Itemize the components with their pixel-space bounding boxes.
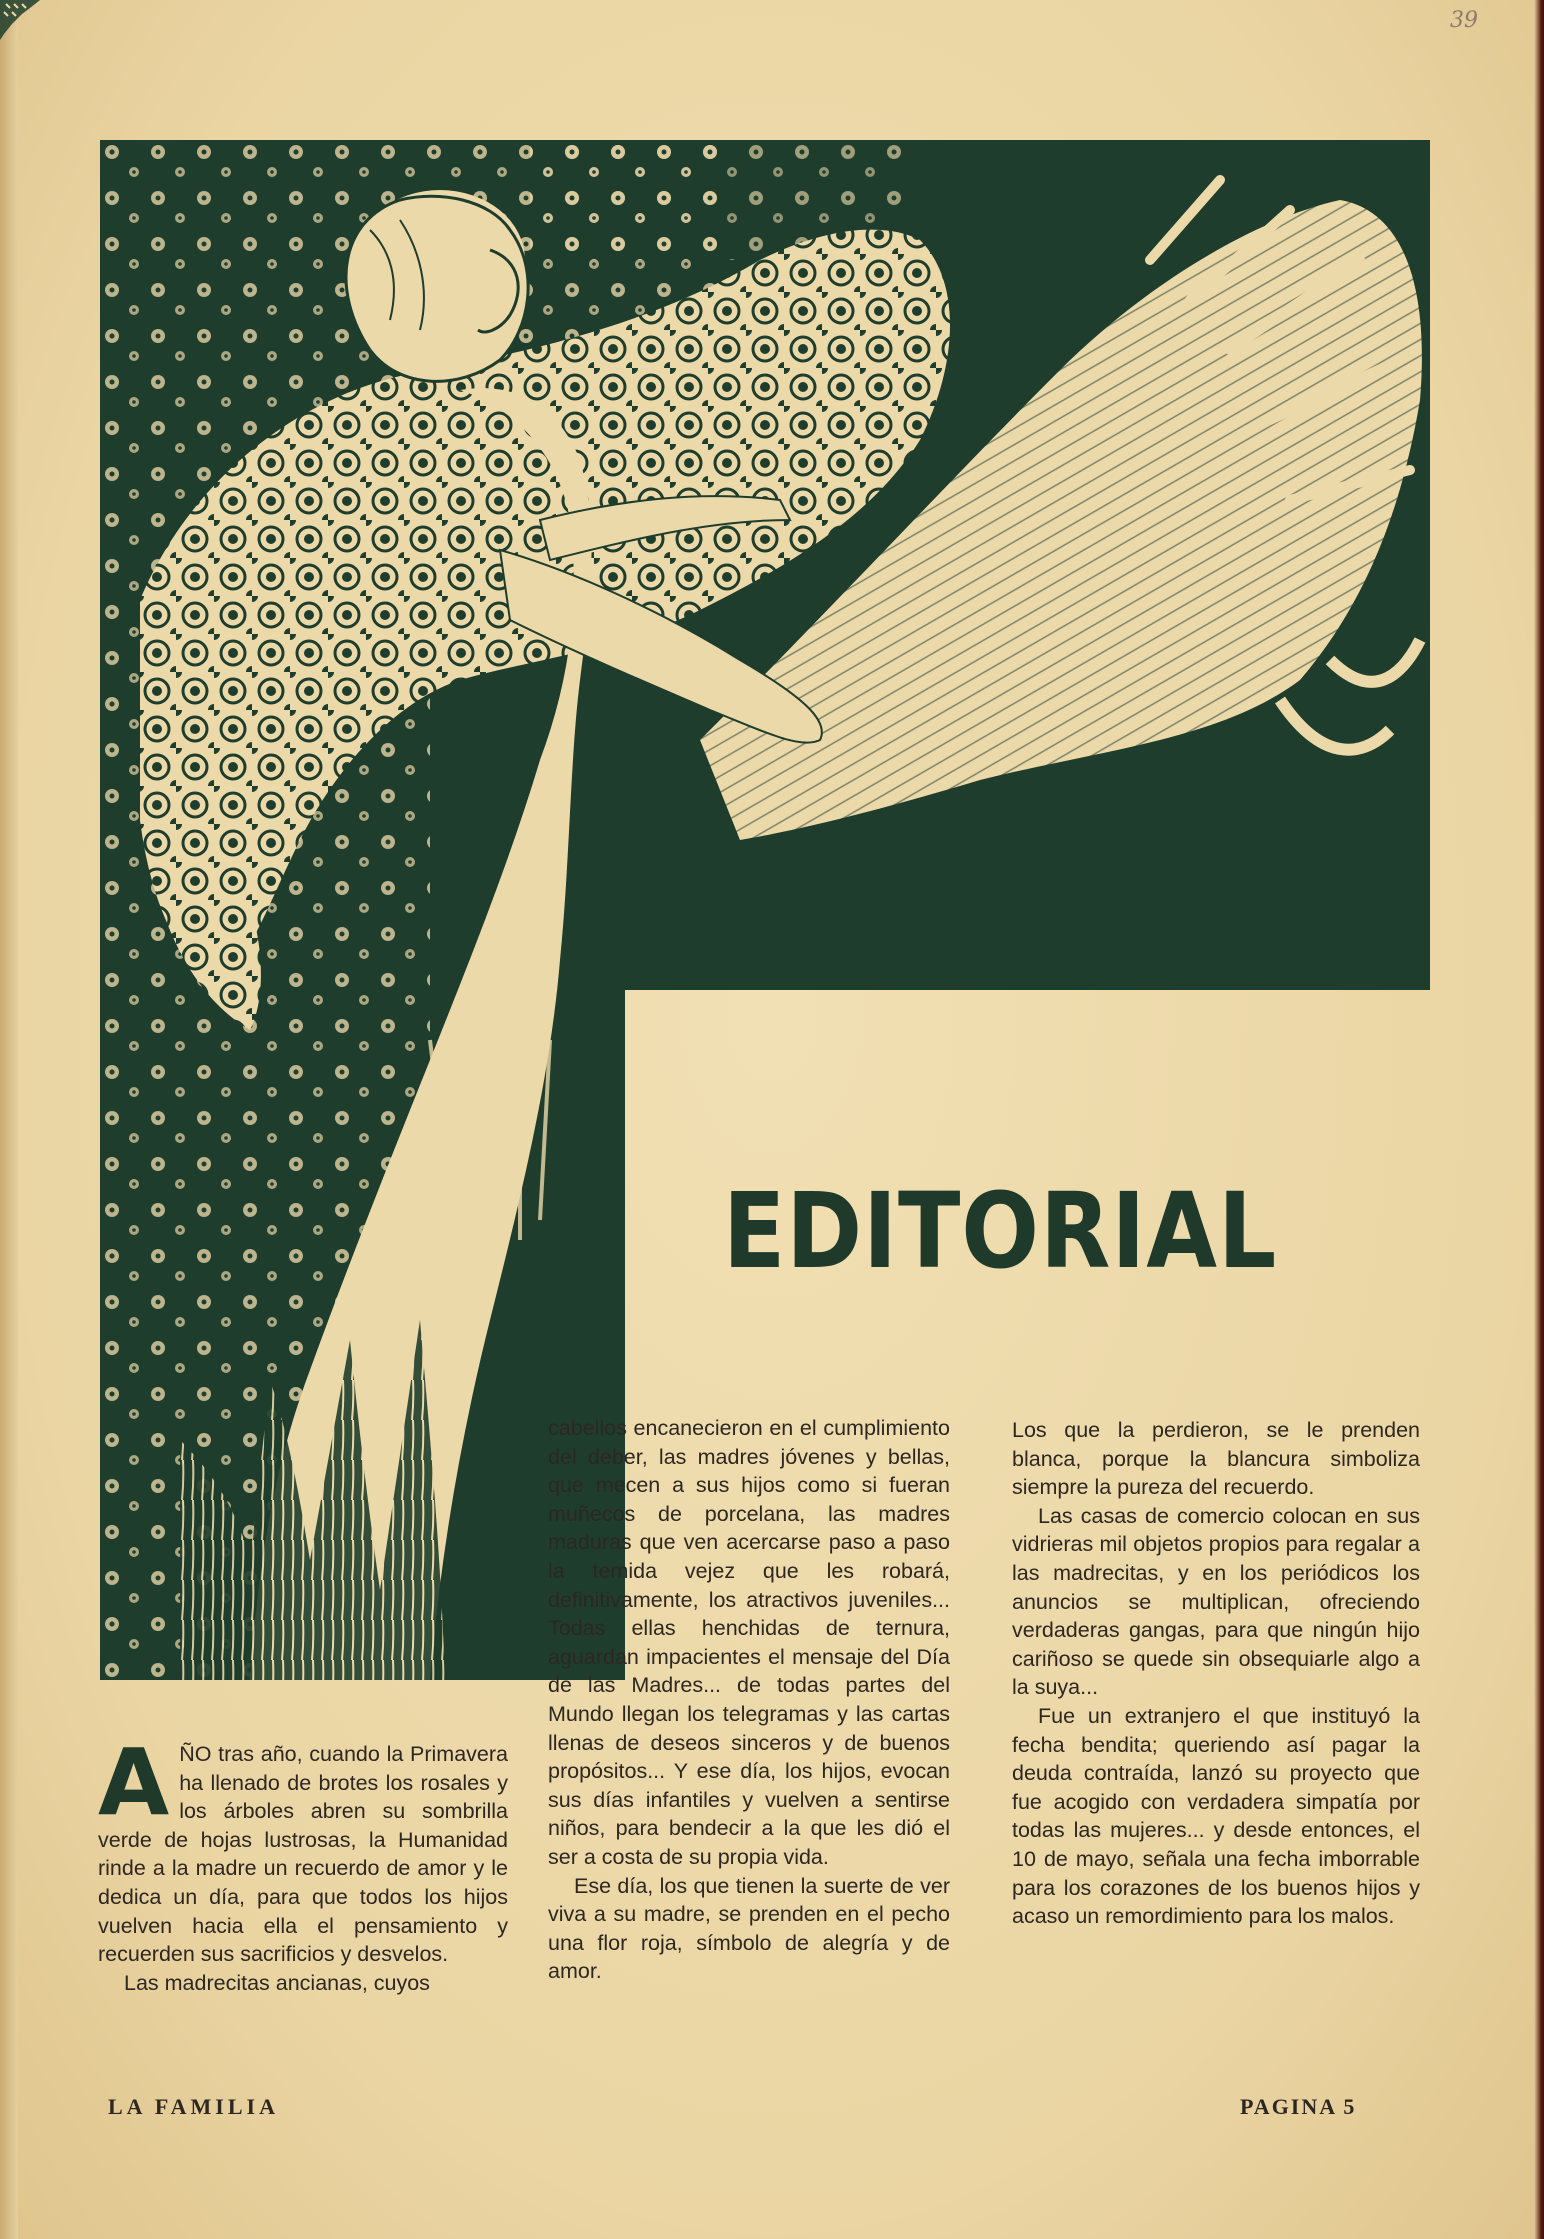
article-paragraph: Las casas de comercio colocan en sus vidrieras mil objetos propios para regalar a las madrecitas, y en los periódicos los anuncios se multiplican, ofreciendo verdaderas gangas, para que ningún hijo cariñoso se quede sin obsequiarle algo a la suya... [1012,1503,1420,1700]
page-title: EDITORIAL [722,1170,1278,1292]
article-column-1 [98,1729,508,1997]
page-left-edge [0,0,18,2239]
article-paragraph: Las madrecitas ancianas, cuyos [124,1970,430,1995]
drop-cap: A [98,1729,170,1836]
article-paragraph: Los que la perdieron, se le prenden blanca, porque la blancura simboliza siempre la pureza del recuerdo. [1012,1418,1420,1500]
corner-pattern-icon [0,0,60,50]
article-paragraph: Fue un extranjero el que instituyó la fecha bendita; queriendo así pagar la deuda contraída, lanzó su proyecto que fue acogido con verdadera simpatía por todas las mujeres... y desde entonces, el 10 de mayo, señala una fecha imborrable para los corazones de los buenos hijos y acaso un remordimiento para los malos. [1012,1703,1420,1929]
article-paragraph: cabellos encanecieron en el cumplimiento del deber, las madres jóvenes y bellas, que mecen a sus hijos como si fueran muñecos de porcelana, las madres maduras que ven acercarse paso a paso la temida vejez que les robará, definitivamente, los atractivos juveniles... Todas ellas henchidas de ternura, aguardan impacientes el mensaje del Día de las Madres... de todas partes del Mundo llegan los telegramas y las cartas llenas de deseos sinceros y de buenos propósitos... Y ese día, los hijos, evocan sus días infantiles y vuelven a sentirse niños, para bendecir a la que les dió el ser a costa de su propia vida. [548,1416,950,1869]
page-right-edge [1534,0,1544,2239]
paragraph-text: ÑO tras año, cuando la Primavera ha llenado de brotes los rosales y los árboles abren su sombrilla verde de hojas lustrosas, la Humanidad rinde a la madre un recuerdo de amor y le dedica un día, para que todos los hijos vuelven hacia ella el pensamiento y recuerden sus sacrificios y desvelos. [98,1742,508,1967]
magazine-name-footer: LA FAMILIA [108,2094,279,2119]
article-column-2 [548,1414,950,1986]
article-paragraph: Ese día, los que tienen la suerte de ver viva a su madre, se prenden en el pecho una flor roja, símbolo de alegría y de amor. [548,1873,950,1984]
handwritten-page-number: 39 [1450,8,1478,33]
article-paragraph [98,1729,508,1969]
page-number-footer: PAGINA 5 [1240,2094,1357,2119]
article-column-3 [1012,1416,1420,1931]
